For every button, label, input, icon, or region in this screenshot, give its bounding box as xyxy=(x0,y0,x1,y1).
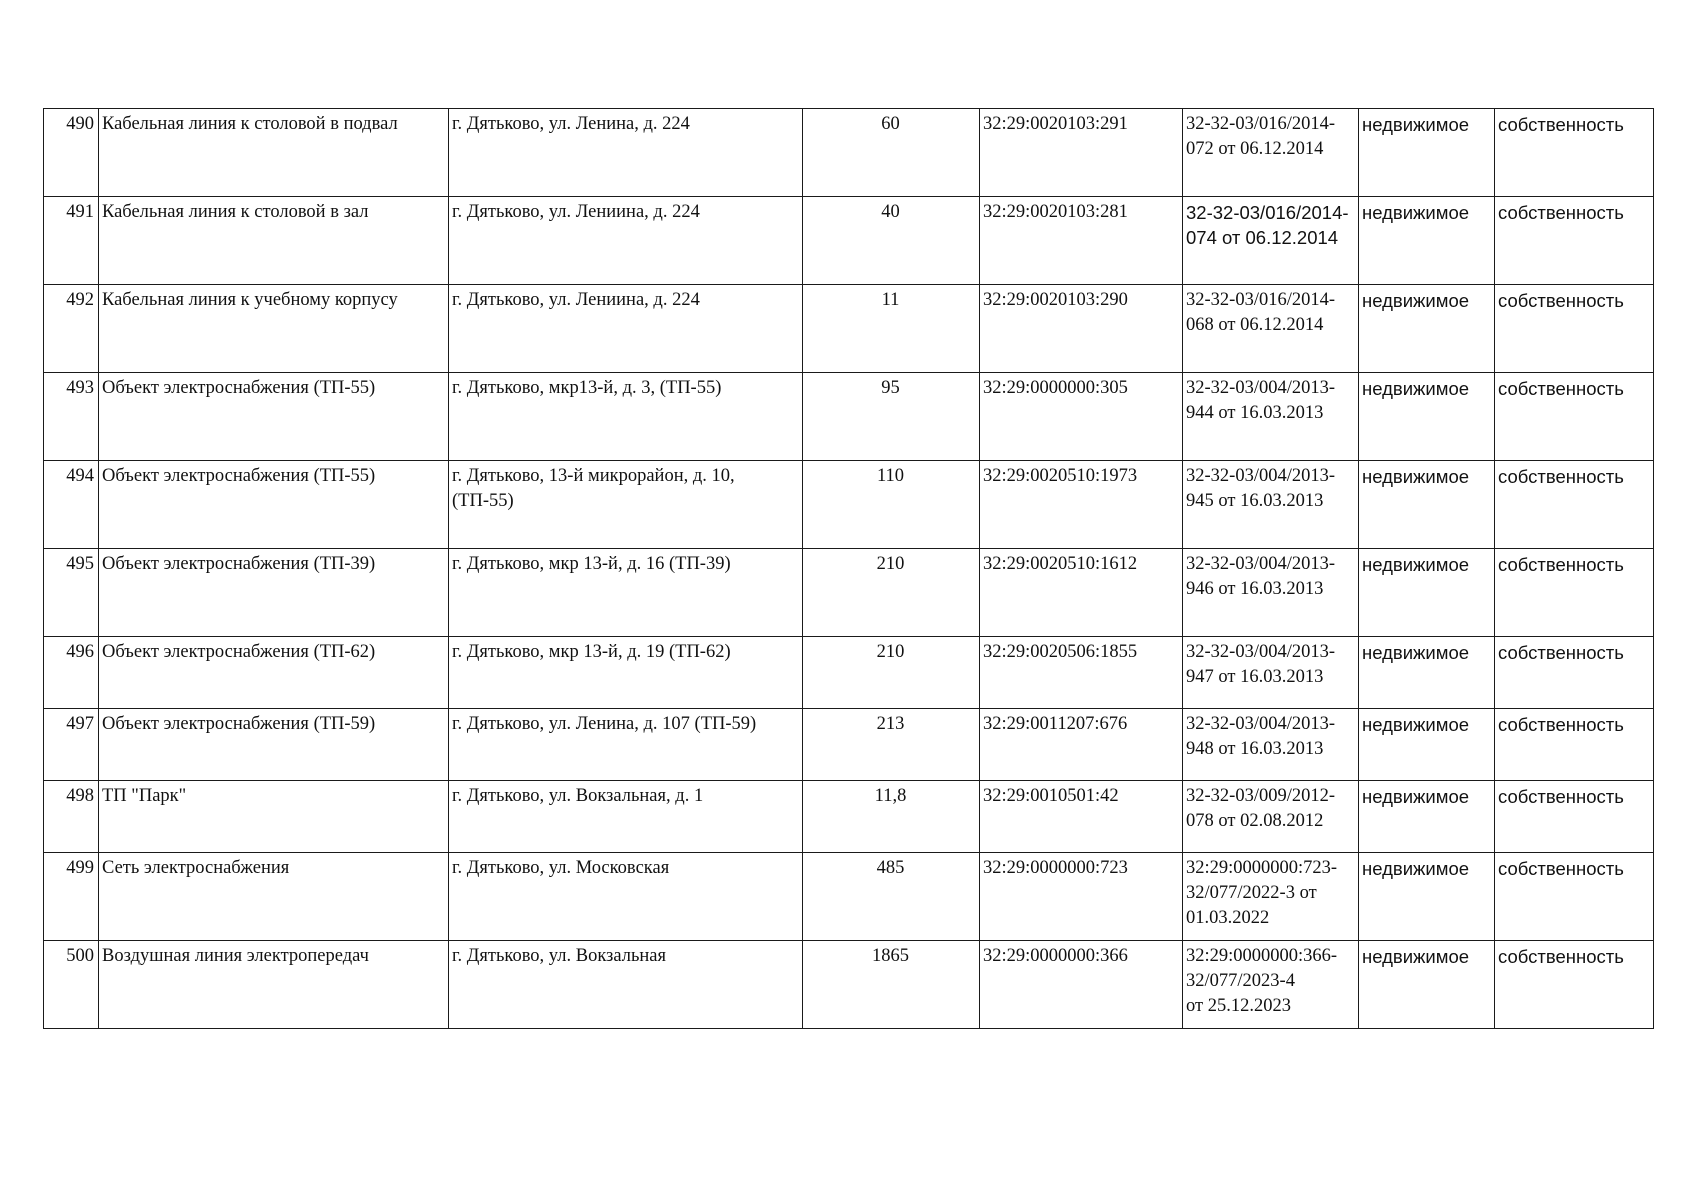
cadastral-number: 32:29:0000000:366 xyxy=(980,941,1183,1029)
registration-line: 947 от 16.03.2013 xyxy=(1186,667,1324,687)
registration-line: 32-32-03/004/2013- xyxy=(1186,466,1336,486)
object-address: г. Дятьково, мкр 13-й, д. 19 (ТП-62) xyxy=(449,637,803,709)
registration-line: 074 от 06.12.2014 xyxy=(1186,227,1339,248)
registration-record xyxy=(1183,853,1359,941)
object-name: Объект электроснабжения (ТП-59) xyxy=(99,709,449,781)
table-row xyxy=(44,549,1654,637)
property-type: недвижимое xyxy=(1359,285,1495,373)
object-name: Объект электроснабжения (ТП-62) xyxy=(99,637,449,709)
registration-line: 078 от 02.08.2012 xyxy=(1186,811,1324,831)
table-row xyxy=(44,781,1654,853)
row-number: 500 xyxy=(44,941,99,1029)
registration-line: 32-32-03/004/2013- xyxy=(1186,378,1336,398)
registration-line: 32-32-03/004/2013- xyxy=(1186,714,1336,734)
ownership-right: собственность xyxy=(1495,781,1654,853)
registration-record xyxy=(1183,285,1359,373)
object-size: 40 xyxy=(803,197,980,285)
property-type: недвижимое xyxy=(1359,373,1495,461)
registration-line: 32-32-03/009/2012- xyxy=(1186,786,1336,806)
property-type: недвижимое xyxy=(1359,197,1495,285)
ownership-right: собственность xyxy=(1495,285,1654,373)
object-address: г. Дятьково, ул. Вокзальная, д. 1 xyxy=(449,781,803,853)
table-row xyxy=(44,373,1654,461)
table-row xyxy=(44,637,1654,709)
registration-line: 32-32-03/004/2013- xyxy=(1186,554,1336,574)
registration-line: 072 от 06.12.2014 xyxy=(1186,139,1324,159)
registration-record xyxy=(1183,637,1359,709)
row-number: 499 xyxy=(44,853,99,941)
object-size: 213 xyxy=(803,709,980,781)
ownership-right: собственность xyxy=(1495,941,1654,1029)
object-size: 210 xyxy=(803,549,980,637)
property-register-table xyxy=(43,108,1654,1029)
ownership-right: собственность xyxy=(1495,549,1654,637)
registration-line: 068 от 06.12.2014 xyxy=(1186,315,1324,335)
row-number: 491 xyxy=(44,197,99,285)
object-name: Объект электроснабжения (ТП-39) xyxy=(99,549,449,637)
object-name: Объект электроснабжения (ТП-55) xyxy=(99,461,449,549)
row-number: 498 xyxy=(44,781,99,853)
object-size: 210 xyxy=(803,637,980,709)
object-address: г. Дятьково, ул. Лениина, д. 224 xyxy=(449,285,803,373)
property-type: недвижимое xyxy=(1359,709,1495,781)
registration-line: 32/077/2023-4 xyxy=(1186,971,1295,991)
row-number: 495 xyxy=(44,549,99,637)
row-number: 497 xyxy=(44,709,99,781)
object-address: г. Дятьково, ул. Вокзальная xyxy=(449,941,803,1029)
property-type: недвижимое xyxy=(1359,461,1495,549)
register-body xyxy=(44,109,1654,1029)
registration-record xyxy=(1183,549,1359,637)
object-name: Воздушная линия электропередач xyxy=(99,941,449,1029)
table-row xyxy=(44,709,1654,781)
registration-line: 944 от 16.03.2013 xyxy=(1186,403,1324,423)
row-number: 494 xyxy=(44,461,99,549)
registration-line: 32:29:0000000:723- xyxy=(1186,858,1338,878)
object-address: г. Дятьково, ул. Лениина, д. 224 xyxy=(449,197,803,285)
cadastral-number: 32:29:0000000:305 xyxy=(980,373,1183,461)
object-size: 11 xyxy=(803,285,980,373)
registration-line: 32:29:0000000:366- xyxy=(1186,946,1338,966)
cadastral-number: 32:29:0020506:1855 xyxy=(980,637,1183,709)
object-name: Кабельная линия к столовой в зал xyxy=(99,197,449,285)
ownership-right: собственность xyxy=(1495,853,1654,941)
object-address: г. Дятьково, 13-й микрорайон, д. 10, (ТП-55) xyxy=(449,461,803,549)
property-type: недвижимое xyxy=(1359,109,1495,197)
registration-record xyxy=(1183,709,1359,781)
property-type: недвижимое xyxy=(1359,941,1495,1029)
object-name: Объект электроснабжения (ТП-55) xyxy=(99,373,449,461)
cadastral-number: 32:29:0020103:281 xyxy=(980,197,1183,285)
object-size: 1865 xyxy=(803,941,980,1029)
cadastral-number: 32:29:0020510:1973 xyxy=(980,461,1183,549)
ownership-right: собственность xyxy=(1495,709,1654,781)
registration-line: 946 от 16.03.2013 xyxy=(1186,579,1324,599)
table-row xyxy=(44,461,1654,549)
object-address: г. Дятьково, ул. Ленина, д. 224 xyxy=(449,109,803,197)
object-size: 485 xyxy=(803,853,980,941)
registration-line: 32-32-03/016/2014- xyxy=(1186,202,1349,223)
row-number: 490 xyxy=(44,109,99,197)
cadastral-number: 32:29:0020103:290 xyxy=(980,285,1183,373)
table-row xyxy=(44,941,1654,1029)
registration-line: 32-32-03/016/2014- xyxy=(1186,290,1336,310)
registration-line: 01.03.2022 xyxy=(1186,908,1270,928)
registration-record xyxy=(1183,373,1359,461)
registration-record xyxy=(1183,941,1359,1029)
registration-record xyxy=(1183,781,1359,853)
registration-line: 948 от 16.03.2013 xyxy=(1186,739,1324,759)
row-number: 492 xyxy=(44,285,99,373)
registration-record xyxy=(1183,461,1359,549)
object-address: г. Дятьково, ул. Московская xyxy=(449,853,803,941)
property-type: недвижимое xyxy=(1359,853,1495,941)
ownership-right: собственность xyxy=(1495,373,1654,461)
registration-line: 32/077/2022-3 от xyxy=(1186,883,1317,903)
registration-line: от 25.12.2023 xyxy=(1186,996,1291,1016)
object-address: г. Дятьково, мкр13-й, д. 3, (ТП-55) xyxy=(449,373,803,461)
row-number: 496 xyxy=(44,637,99,709)
table-row xyxy=(44,197,1654,285)
ownership-right: собственность xyxy=(1495,109,1654,197)
ownership-right: собственность xyxy=(1495,461,1654,549)
cadastral-number: 32:29:0011207:676 xyxy=(980,709,1183,781)
registration-line: 32-32-03/004/2013- xyxy=(1186,642,1336,662)
registration-line: 32-32-03/016/2014- xyxy=(1186,114,1336,134)
property-type: недвижимое xyxy=(1359,549,1495,637)
registration-record xyxy=(1183,197,1359,285)
registration-line: 945 от 16.03.2013 xyxy=(1186,491,1324,511)
cadastral-number: 32:29:0000000:723 xyxy=(980,853,1183,941)
ownership-right: собственность xyxy=(1495,637,1654,709)
table-row xyxy=(44,109,1654,197)
table-row xyxy=(44,285,1654,373)
object-size: 110 xyxy=(803,461,980,549)
table-row xyxy=(44,853,1654,941)
object-name: Сеть электроснабжения xyxy=(99,853,449,941)
registration-record xyxy=(1183,109,1359,197)
object-name: ТП "Парк" xyxy=(99,781,449,853)
ownership-right: собственность xyxy=(1495,197,1654,285)
object-address: г. Дятьково, ул. Ленина, д. 107 (ТП-59) xyxy=(449,709,803,781)
object-name: Кабельная линия к учебному корпусу xyxy=(99,285,449,373)
object-name: Кабельная линия к столовой в подвал xyxy=(99,109,449,197)
cadastral-number: 32:29:0020510:1612 xyxy=(980,549,1183,637)
object-size: 11,8 xyxy=(803,781,980,853)
property-type: недвижимое xyxy=(1359,637,1495,709)
row-number: 493 xyxy=(44,373,99,461)
cadastral-number: 32:29:0020103:291 xyxy=(980,109,1183,197)
cadastral-number: 32:29:0010501:42 xyxy=(980,781,1183,853)
object-size: 95 xyxy=(803,373,980,461)
object-address: г. Дятьково, мкр 13-й, д. 16 (ТП-39) xyxy=(449,549,803,637)
object-size: 60 xyxy=(803,109,980,197)
property-type: недвижимое xyxy=(1359,781,1495,853)
